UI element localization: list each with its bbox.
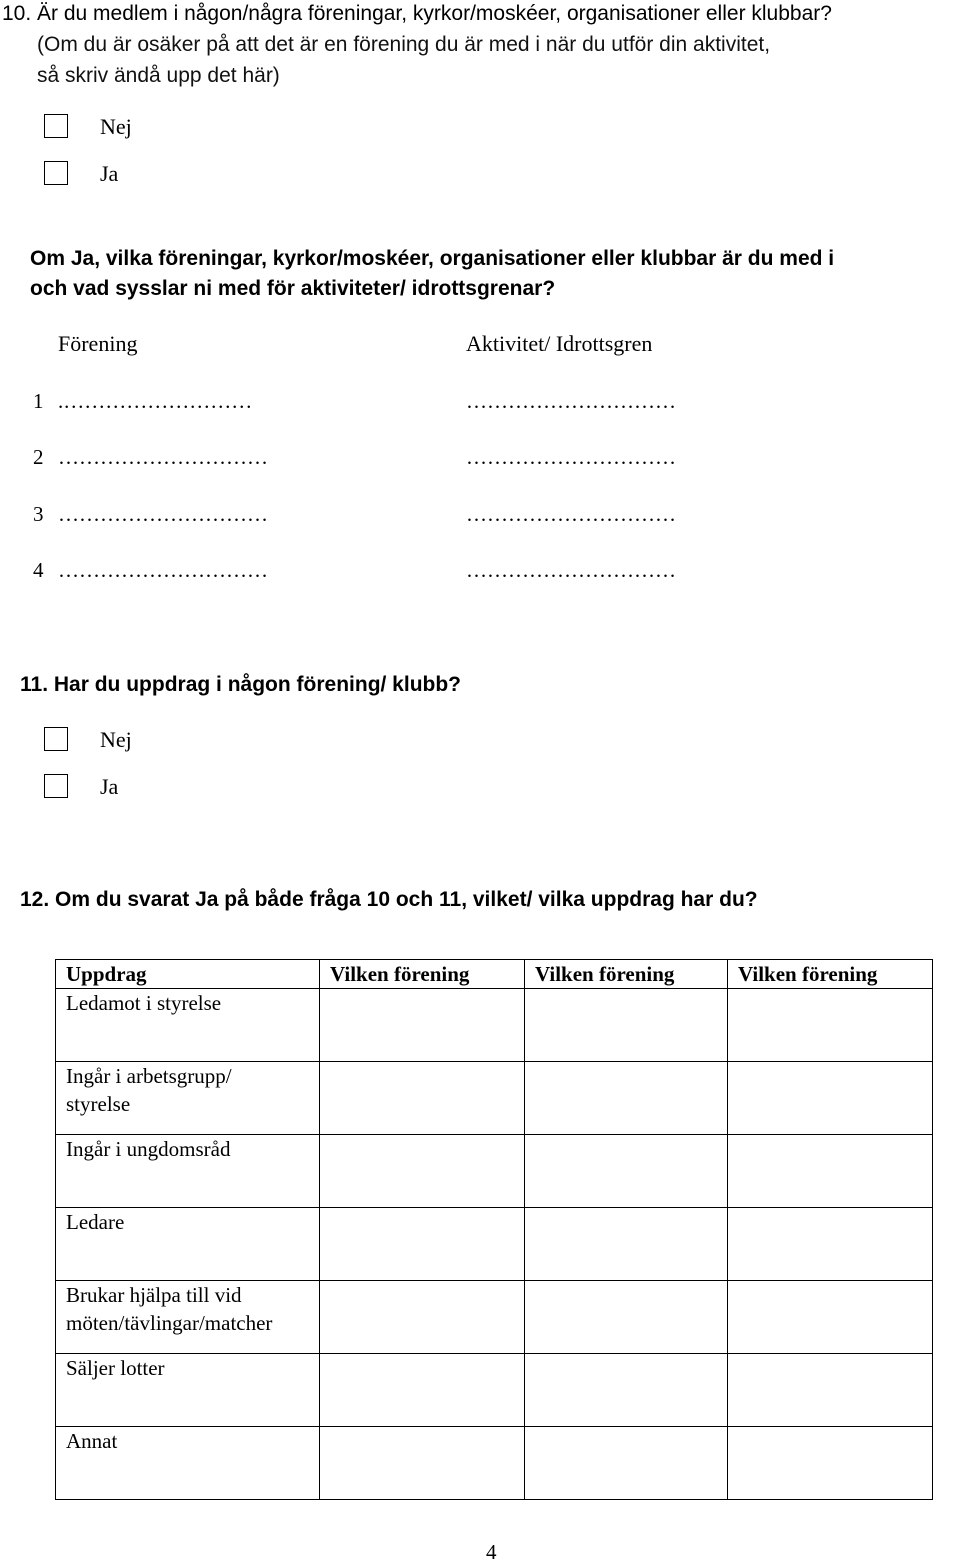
q10-yes-label: Ja (100, 161, 119, 186)
row-label-text: Brukar hjälpa till vid (66, 1283, 242, 1307)
answer-cell[interactable] (525, 1281, 728, 1354)
row-label-arbetsgrupp (56, 1062, 320, 1135)
row-label-ledamot (56, 989, 320, 1062)
row-number-1: 1 (33, 389, 44, 413)
header-vilken-forening-2: Vilken förening (525, 960, 728, 989)
answer-cell[interactable] (525, 1208, 728, 1281)
column-header-forening: Förening (58, 331, 138, 356)
q11-no-label: Nej (100, 727, 132, 752)
q11-yes-label: Ja (100, 774, 119, 799)
answer-cell[interactable] (320, 1135, 525, 1208)
answer-cell[interactable] (728, 1208, 933, 1281)
aktivitet-field-3[interactable]: ………………………… (466, 502, 676, 526)
row-label-text-cont: styrelse (66, 1092, 131, 1116)
row-label-ungdomsrad (56, 1135, 320, 1208)
answer-cell[interactable] (320, 1062, 525, 1135)
row-label-text-cont: möten/tävlingar/matcher (66, 1311, 273, 1335)
q11-no-checkbox[interactable] (44, 727, 68, 751)
answer-cell[interactable] (728, 1135, 933, 1208)
row-label-text: Säljer lotter (66, 1356, 165, 1380)
answer-cell[interactable] (320, 989, 525, 1062)
question-11-title: 11. Har du uppdrag i någon förening/ klubb? (20, 673, 462, 696)
answer-cell[interactable] (320, 1354, 525, 1427)
row-label-text: Ingår i arbetsgrupp/ (66, 1064, 232, 1088)
answer-cell[interactable] (320, 1427, 525, 1500)
aktivitet-field-1[interactable]: ………………………… (466, 389, 676, 413)
answer-cell[interactable] (525, 1135, 728, 1208)
answer-cell[interactable] (320, 1208, 525, 1281)
header-vilken-forening-1: Vilken förening (320, 960, 525, 989)
table-row (56, 1135, 933, 1208)
row-label-text: Annat (66, 1429, 118, 1453)
aktivitet-field-2[interactable]: ………………………… (466, 445, 676, 469)
answer-cell[interactable] (525, 1427, 728, 1500)
q10-follow-up-line2: och vad sysslar ni med för aktiviteter/ idrottsgrenar? (30, 277, 556, 300)
q10-follow-up-line1: Om Ja, vilka föreningar, kyrkor/moskéer, organisationer eller klubbar är du med i (30, 247, 835, 270)
row-label-annat (56, 1427, 320, 1500)
row-number-3: 3 (33, 502, 44, 526)
answer-cell[interactable] (320, 1281, 525, 1354)
row-label-text: Ledamot i styrelse (66, 991, 222, 1015)
assignments-table (55, 959, 933, 1500)
row-label-lotter (56, 1354, 320, 1427)
table-row (56, 1208, 933, 1281)
answer-cell[interactable] (525, 1062, 728, 1135)
answer-cell[interactable] (525, 989, 728, 1062)
question-10-note-line1: (Om du är osäker på att det är en förening du är med i när du utför din aktivitet, (37, 33, 771, 56)
row-label-ledare (56, 1208, 320, 1281)
forening-field-1[interactable]: .……………………… (58, 389, 253, 413)
q10-yes-checkbox[interactable] (44, 161, 68, 185)
header-uppdrag: Uppdrag (56, 960, 320, 989)
question-10-title: 10. Är du medlem i någon/några föreningar, kyrkor/moskéer, organisationer eller klubbar? (2, 2, 832, 25)
header-vilken-forening-3: Vilken förening (728, 960, 933, 989)
page-number: 4 (486, 1540, 497, 1564)
q11-yes-checkbox[interactable] (44, 774, 68, 798)
question-10-note-line2: så skriv ändå upp det här) (37, 64, 280, 87)
row-label-text: Ingår i ungdomsråd (66, 1137, 231, 1161)
table-row (56, 989, 933, 1062)
answer-cell[interactable] (728, 989, 933, 1062)
answer-cell[interactable] (728, 1062, 933, 1135)
aktivitet-field-4[interactable]: ………………………… (466, 558, 676, 582)
answer-cell[interactable] (728, 1281, 933, 1354)
answer-cell[interactable] (728, 1427, 933, 1500)
q10-no-checkbox[interactable] (44, 114, 68, 138)
table-row (56, 1354, 933, 1427)
table-row (56, 1427, 933, 1500)
row-label-hjalpa-till (56, 1281, 320, 1354)
answer-cell[interactable] (525, 1354, 728, 1427)
row-number-2: 2 (33, 445, 44, 469)
forening-field-2[interactable]: ………………………… (58, 445, 268, 469)
table-row (56, 1281, 933, 1354)
q10-no-label: Nej (100, 114, 132, 139)
question-12-title: 12. Om du svarat Ja på både fråga 10 och 11, vilket/ vilka uppdrag har du? (20, 888, 758, 911)
table-row (56, 1062, 933, 1135)
row-number-4: 4 (33, 558, 44, 582)
column-header-aktivitet: Aktivitet/ Idrottsgren (466, 331, 653, 356)
forening-field-3[interactable]: ………………………… (58, 502, 268, 526)
answer-cell[interactable] (728, 1354, 933, 1427)
forening-field-4[interactable]: ………………………… (58, 558, 268, 582)
row-label-text: Ledare (66, 1210, 125, 1234)
table-header-row (56, 960, 933, 989)
